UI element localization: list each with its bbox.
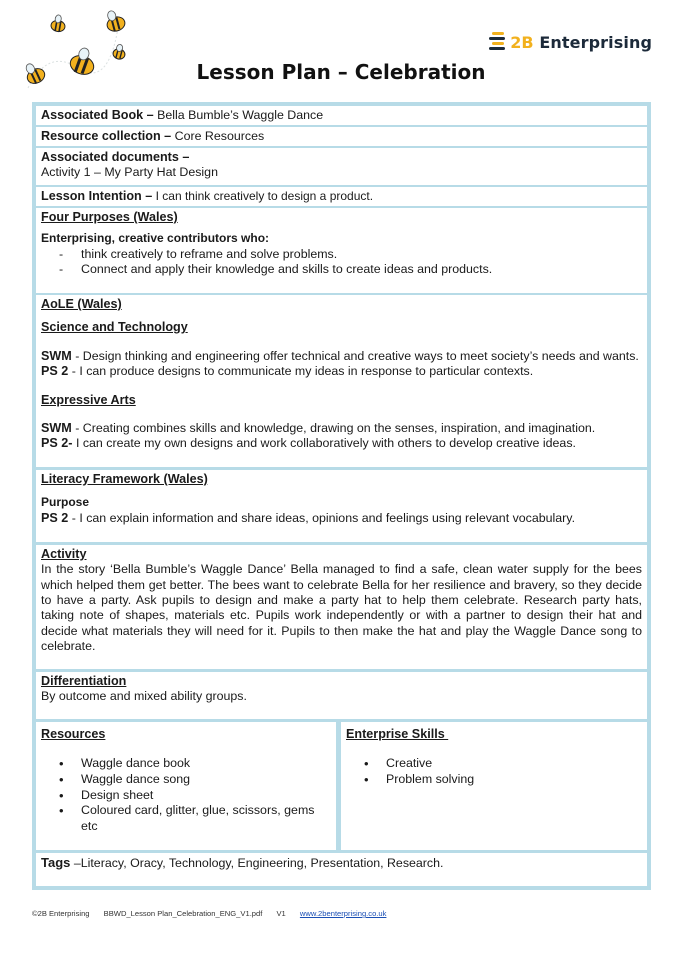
aole-heading: AoLE (Wales) [41, 297, 122, 311]
list-item: • Creative [362, 756, 642, 772]
expressive-arts-heading: Expressive Arts [41, 392, 136, 407]
activity-heading: Activity [41, 547, 87, 561]
literacy-heading: Literacy Framework (Wales) [41, 472, 208, 486]
brand-logo [488, 30, 652, 54]
bees-illustration [18, 8, 138, 98]
resources-heading: Resources [41, 727, 106, 741]
list-item: • Coloured card, glitter, glue, scissors, gems etc [57, 803, 331, 834]
logo-text: 2B Enterprising [510, 32, 652, 52]
logo-bee-icon [488, 31, 508, 53]
footer-filename: BBWD_Lesson Plan_Celebration_ENG_V1.pdf [103, 909, 263, 918]
list-item: - Connect and apply their knowledge and skills to create ideas and products. [59, 262, 642, 277]
list-item: • Waggle dance book [57, 756, 331, 772]
list-item: • Problem solving [362, 772, 642, 788]
lesson-plan-table [32, 102, 651, 890]
arts-ps-statement: PS 2- I can create my own designs and work collaboratively with others to develop creative ideas. [41, 436, 576, 451]
four-purposes-heading: Four Purposes (Wales) [41, 210, 178, 224]
literacy-framework-section [36, 470, 647, 542]
science-swm-statement: SWM - Design thinking and engineering offer technical and creative ways to meet society’s needs and wants. [41, 348, 639, 363]
enterprise-skills-heading: Enterprise Skills [346, 727, 449, 741]
list-item: • Design sheet [57, 788, 331, 804]
four-purposes-list [59, 247, 642, 278]
differentiation-section [36, 672, 647, 719]
lesson-intention-row: Lesson Intention – I can think creatively to design a product. [36, 187, 647, 206]
bee-icon [50, 14, 67, 33]
differentiation-text: By outcome and mixed ability groups. [41, 689, 247, 704]
footer-copyright: ©2B Enterprising [32, 909, 90, 918]
resources-section [36, 722, 336, 850]
bee-icon [104, 8, 127, 33]
differentiation-heading: Differentiation [41, 674, 127, 688]
activity-text: In the story ‘Bella Bumble’s Waggle Dance’ Bella managed to find a safe, clean water supply for the bees which helped them get better. The bees want to celebrate Bella for her resilience and bravery, so they decide to have a party. Ask pupils to design and make a party hat to help them celebrate. Research party hats, taking note of shapes, materials etc. Pupils work independently or with a partner to design their hat and decide what materials they will need for it. Pupils to then make the hat and play the Waggle Dance song to celebrate. [41, 562, 642, 653]
enterprise-skills-section [341, 722, 647, 850]
literacy-purpose-label: Purpose [41, 495, 90, 510]
page-title: Lesson Plan – Celebration [196, 60, 486, 84]
four-purposes-section [36, 208, 647, 293]
literacy-ps-statement: PS 2 - I can explain information and share ideas, opinions and feelings using relevant vocabulary. [41, 510, 576, 525]
activity-section [36, 545, 647, 669]
footer-website-link[interactable]: www.2benterprising.co.uk [299, 909, 387, 918]
footer-version: V1 [276, 909, 286, 918]
aole-section [36, 295, 647, 467]
list-item: - think creatively to reframe and solve problems. [59, 247, 642, 262]
resources-list [57, 756, 331, 834]
page-footer [32, 909, 398, 918]
arts-swm-statement: SWM - Creating combines skills and knowledge, drawing on the senses, inspiration, and imagination. [41, 421, 596, 436]
tags-row: Tags –Literacy, Oracy, Technology, Engineering, Presentation, Research. [36, 853, 647, 886]
resource-collection-row: Resource collection – Core Resources [36, 127, 647, 146]
science-technology-heading: Science and Technology [41, 320, 188, 335]
four-purposes-subheading: Enterprising, creative contributors who: [41, 231, 270, 246]
associated-book-row: Associated Book – Bella Bumble’s Waggle Dance [36, 106, 647, 125]
science-ps-statement: PS 2 - I can produce designs to communicate my ideas in response to particular contexts. [41, 364, 534, 379]
list-item: • Waggle dance song [57, 772, 331, 788]
associated-documents-row: Associated documents – Activity 1 – My Party Hat Design [36, 148, 647, 185]
enterprise-skills-list [362, 756, 642, 787]
